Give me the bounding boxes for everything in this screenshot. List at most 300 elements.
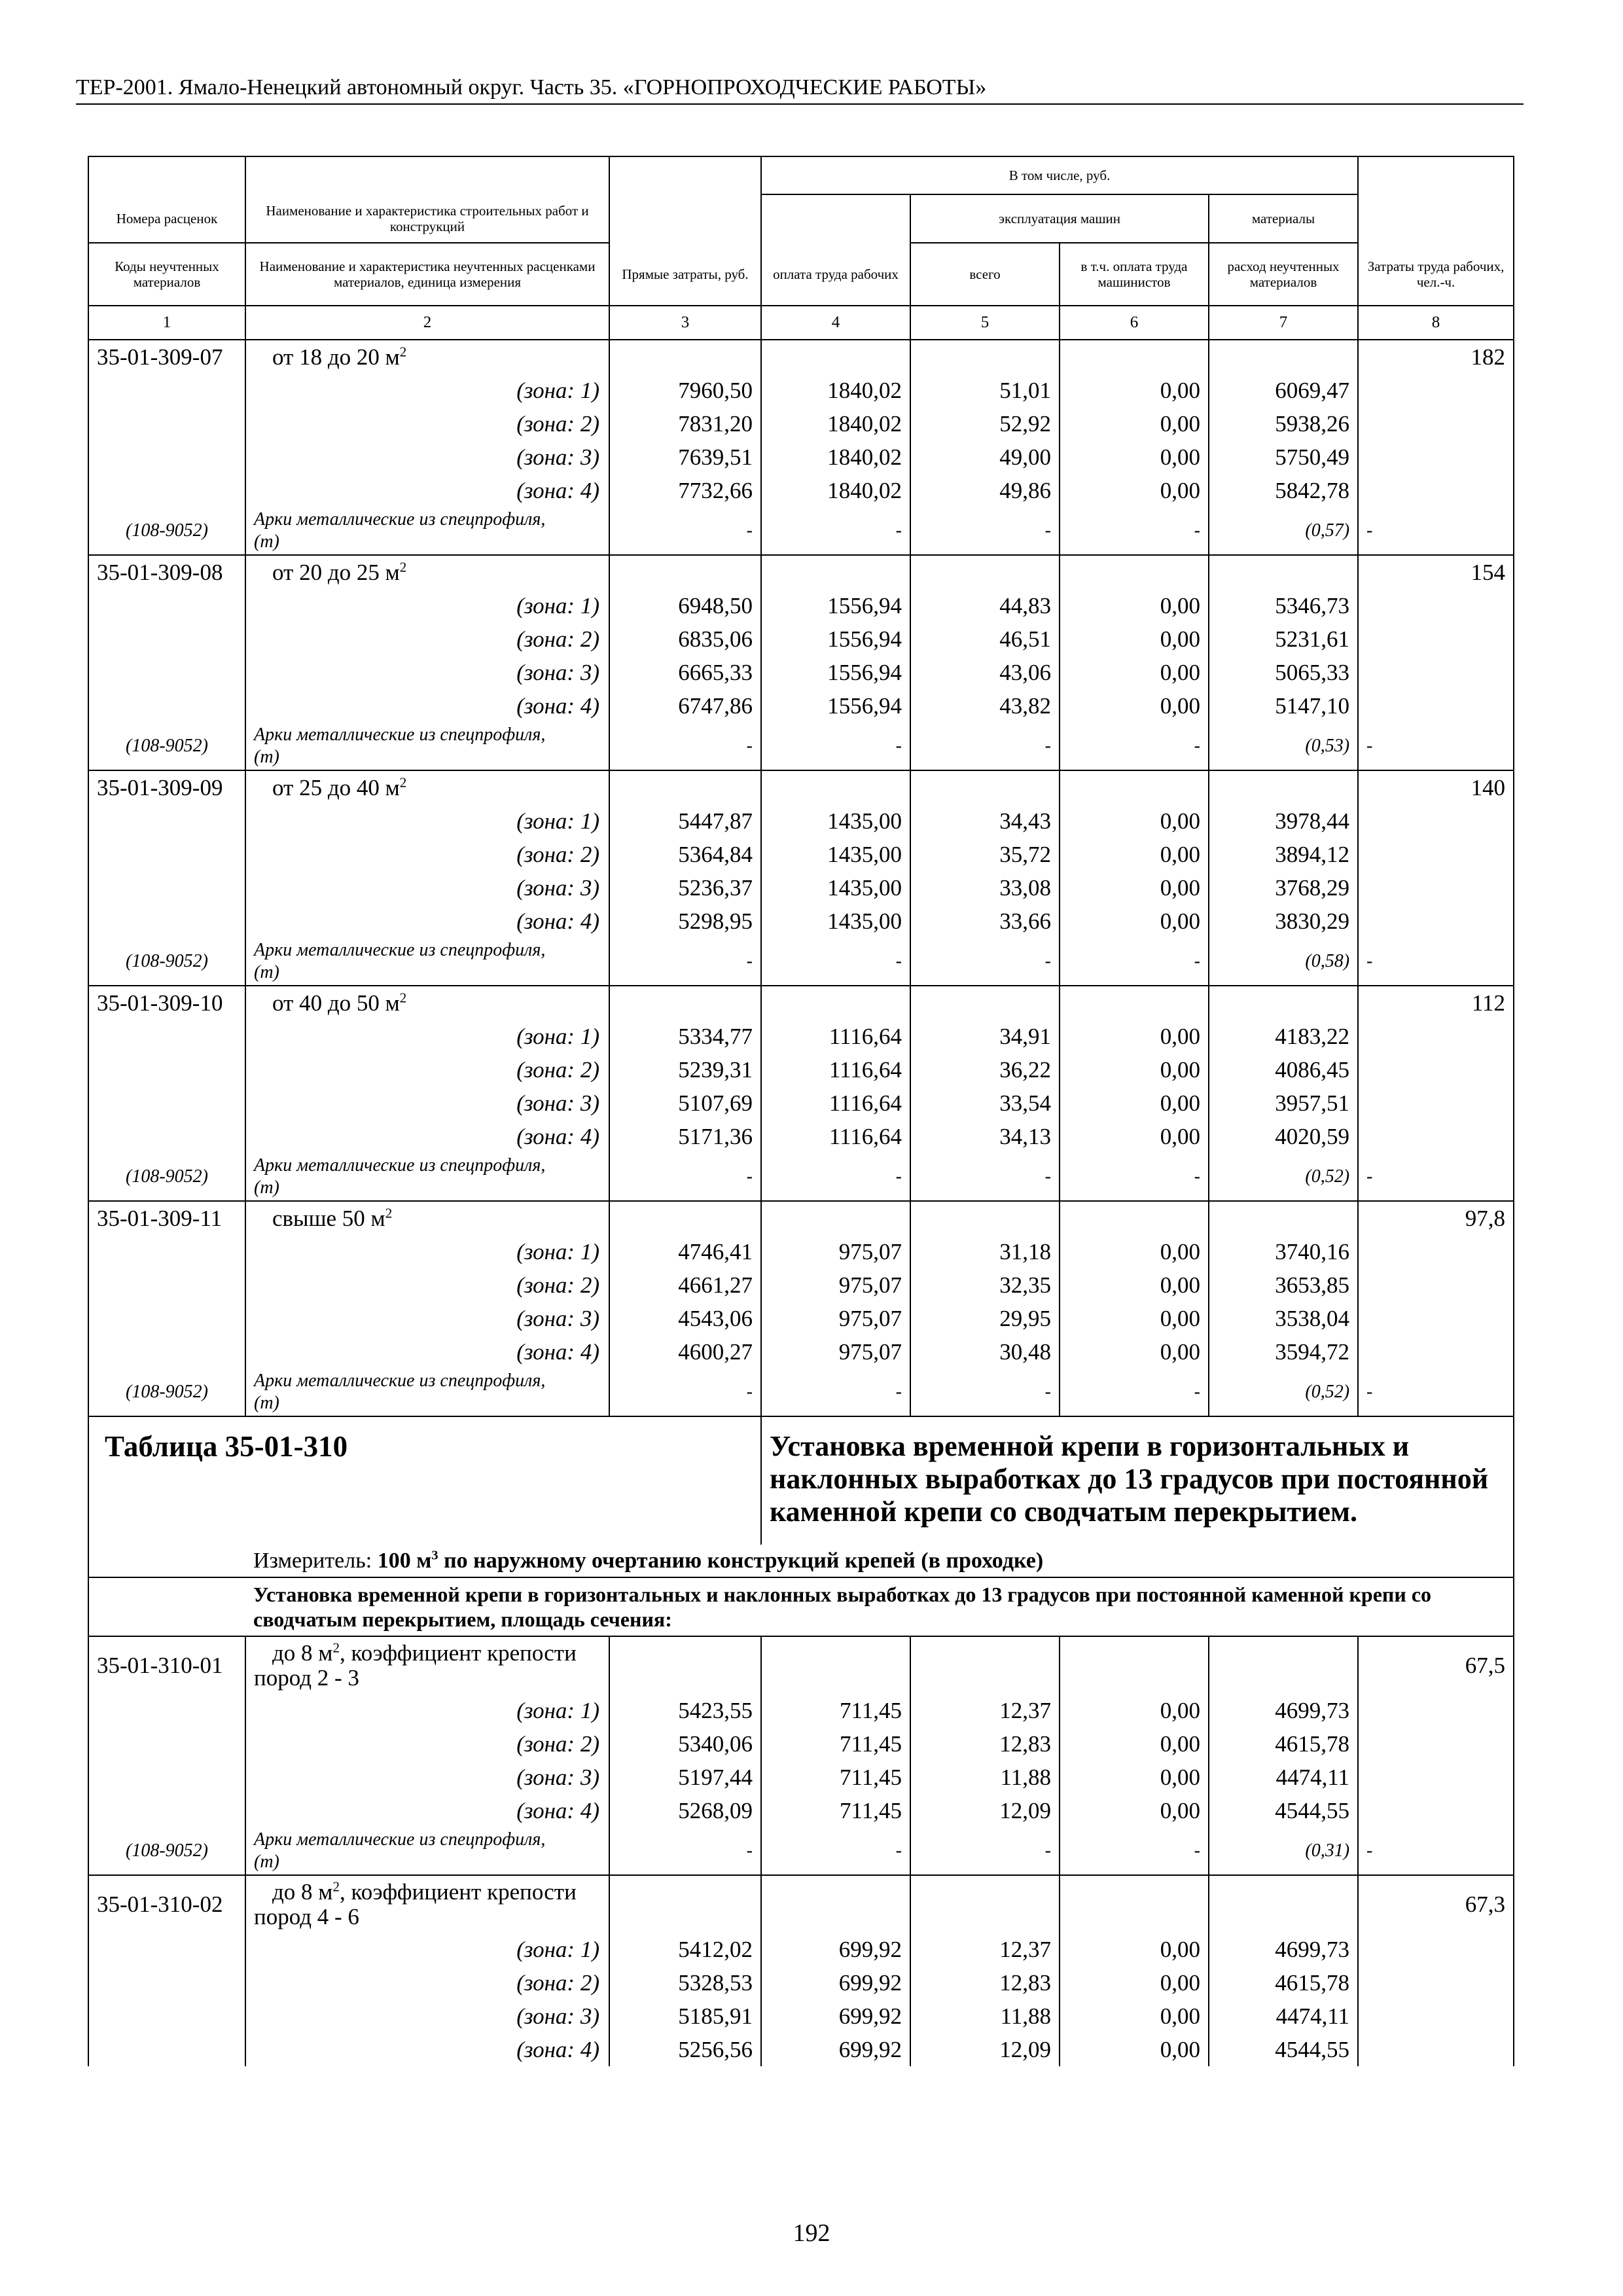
materials-cost: 4544,55 xyxy=(1209,1794,1358,1827)
rate-name-text-3: пород 2 - 3 xyxy=(254,1664,359,1691)
blank-cell xyxy=(1060,1201,1209,1235)
machine-total: 31,18 xyxy=(910,1235,1060,1268)
direct-cost: 5334,77 xyxy=(609,1020,761,1053)
page-number: 192 xyxy=(793,2219,830,2247)
zone-label: (зона: 2) xyxy=(245,1268,609,1302)
column-number: 6 xyxy=(1060,306,1209,340)
zone-row xyxy=(88,1053,1514,1086)
materials-cost: 3594,72 xyxy=(1209,1335,1358,1369)
material-name-line1: Арки металлические из спецпрофиля, xyxy=(254,725,546,745)
blank-cell xyxy=(1358,1086,1514,1120)
blank-cell xyxy=(1358,407,1514,440)
blank-cell xyxy=(910,340,1060,374)
labor-pay: 699,92 xyxy=(761,2000,910,2033)
blank-cell xyxy=(1358,1335,1514,1369)
direct-cost: 6948,50 xyxy=(609,589,761,622)
material-name-line1: Арки металлические из спецпрофиля, xyxy=(254,940,546,960)
zone-row xyxy=(88,407,1514,440)
operator-pay: 0,00 xyxy=(1060,1086,1209,1120)
zone-label: (зона: 3) xyxy=(245,1302,609,1335)
blank-cell xyxy=(1358,804,1514,838)
operator-pay: 0,00 xyxy=(1060,905,1209,938)
machine-total: 33,54 xyxy=(910,1086,1060,1120)
blank-cell xyxy=(88,440,245,474)
material-name xyxy=(245,1369,609,1416)
dash: - xyxy=(1060,723,1209,770)
group-title: Установка временной крепи в горизонтальных и наклонных выработках до 13 градусов при постоянной каменной крепи со сводчатым перекрытием, площадь сечения: xyxy=(245,1577,1514,1636)
direct-cost: 5328,53 xyxy=(609,1966,761,2000)
table-header xyxy=(88,156,1514,340)
operator-pay: 0,00 xyxy=(1060,1761,1209,1794)
labor-pay: 1556,94 xyxy=(761,589,910,622)
machine-total: 36,22 xyxy=(910,1053,1060,1086)
rate-name-text: до 8 м xyxy=(272,1878,333,1905)
dash: - xyxy=(1060,1369,1209,1416)
blank-cell xyxy=(1358,689,1514,723)
zone-label: (зона: 4) xyxy=(245,905,609,938)
blank-cell xyxy=(609,1875,761,1933)
machine-total: 52,92 xyxy=(910,407,1060,440)
materials-cost: 3978,44 xyxy=(1209,804,1358,838)
materials-cost: 5346,73 xyxy=(1209,589,1358,622)
blank-cell xyxy=(1060,770,1209,804)
materials-cost: 3894,12 xyxy=(1209,838,1358,871)
zone-row xyxy=(88,589,1514,622)
blank-cell xyxy=(1358,656,1514,689)
measure-sup: 3 xyxy=(431,1548,438,1563)
materials-cost: 6069,47 xyxy=(1209,374,1358,407)
direct-cost: 5423,55 xyxy=(609,1694,761,1727)
blank-cell xyxy=(609,1201,761,1235)
direct-cost: 5340,06 xyxy=(609,1727,761,1761)
blank-cell xyxy=(88,1694,245,1727)
table-310-caption xyxy=(88,1416,1514,1636)
blank-cell xyxy=(910,1636,1060,1694)
dash: - xyxy=(761,938,910,986)
material-name xyxy=(245,1153,609,1201)
header-unaccounted-materials: расход неучтенных материалов xyxy=(1209,243,1358,306)
dash: - xyxy=(761,507,910,555)
zone-label: (зона: 2) xyxy=(245,1966,609,2000)
materials-cost: 4474,11 xyxy=(1209,2000,1358,2033)
labor-pay: 1435,00 xyxy=(761,804,910,838)
table-body-310 xyxy=(88,1636,1514,2066)
dash: - xyxy=(609,938,761,986)
direct-cost: 5185,91 xyxy=(609,2000,761,2033)
dash: - xyxy=(910,1369,1060,1416)
labor-pay: 711,45 xyxy=(761,1694,910,1727)
blank-cell xyxy=(88,1727,245,1761)
labor-pay: 975,07 xyxy=(761,1268,910,1302)
labor-pay: 699,92 xyxy=(761,1933,910,1966)
rate-name xyxy=(245,1636,609,1694)
table-title: Установка временной крепи в горизонтальных и наклонных выработках до 13 градусов при постоянной каменной крепи со сводчатым перекрытием. xyxy=(761,1416,1514,1545)
rate-name-sup: 2 xyxy=(332,1639,340,1655)
blank-cell xyxy=(761,340,910,374)
material-name xyxy=(245,507,609,555)
labor-pay: 711,45 xyxy=(761,1727,910,1761)
operator-pay: 0,00 xyxy=(1060,1302,1209,1335)
dash: - xyxy=(609,1153,761,1201)
materials-cost: 4615,78 xyxy=(1209,1966,1358,2000)
header-blank-1 xyxy=(88,156,245,194)
rates-table xyxy=(88,156,1514,2066)
blank-cell xyxy=(88,1966,245,2000)
materials-cost: 4020,59 xyxy=(1209,1120,1358,1153)
blank-cell xyxy=(1358,1302,1514,1335)
zone-row xyxy=(88,838,1514,871)
materials-cost: 3830,29 xyxy=(1209,905,1358,938)
zone-row xyxy=(88,1120,1514,1153)
blank-cell xyxy=(88,1120,245,1153)
labor-hours: 140 xyxy=(1358,770,1514,804)
rate-name-sup: 2 xyxy=(332,1878,340,1894)
blank-cell xyxy=(1060,555,1209,589)
blank-cell xyxy=(88,407,245,440)
operator-pay: 0,00 xyxy=(1060,474,1209,507)
labor-pay: 699,92 xyxy=(761,1966,910,2000)
zone-label: (зона: 1) xyxy=(245,1933,609,1966)
dash: - xyxy=(1358,723,1514,770)
blank-cell xyxy=(1358,1053,1514,1086)
materials-cost: 4183,22 xyxy=(1209,1020,1358,1053)
labor-pay: 975,07 xyxy=(761,1302,910,1335)
blank-cell xyxy=(88,838,245,871)
labor-pay: 975,07 xyxy=(761,1235,910,1268)
rate-name-text-2: , коэффициент крепости xyxy=(339,1640,577,1666)
blank-cell xyxy=(1358,589,1514,622)
rate-row xyxy=(88,1201,1514,1235)
dash: - xyxy=(1060,938,1209,986)
zone-row xyxy=(88,374,1514,407)
machine-total: 12,83 xyxy=(910,1966,1060,2000)
blank-cell xyxy=(1060,1875,1209,1933)
direct-cost: 7960,50 xyxy=(609,374,761,407)
material-row xyxy=(88,938,1514,986)
materials-cost: 3768,29 xyxy=(1209,871,1358,905)
zone-row xyxy=(88,1933,1514,1966)
operator-pay: 0,00 xyxy=(1060,1966,1209,2000)
rate-row xyxy=(88,555,1514,589)
operator-pay: 0,00 xyxy=(1060,1235,1209,1268)
blank-cell xyxy=(88,474,245,507)
materials-cost: 5938,26 xyxy=(1209,407,1358,440)
blank-cell xyxy=(1209,986,1358,1020)
material-name-line1: Арки металлические из спецпрофиля, xyxy=(254,1371,546,1391)
materials-cost: 5750,49 xyxy=(1209,440,1358,474)
blank-cell xyxy=(910,1201,1060,1235)
machine-total: 46,51 xyxy=(910,622,1060,656)
header-machine-operation: эксплуатация машин xyxy=(910,194,1209,243)
rate-name xyxy=(245,1201,609,1235)
direct-cost: 4543,06 xyxy=(609,1302,761,1335)
labor-hours: 67,3 xyxy=(1358,1875,1514,1933)
rate-code: 35-01-309-07 xyxy=(88,340,245,374)
column-number: 1 xyxy=(88,306,245,340)
zone-label: (зона: 4) xyxy=(245,2033,609,2066)
material-name-line1: Арки металлические из спецпрофиля, xyxy=(254,1829,546,1850)
direct-cost: 7639,51 xyxy=(609,440,761,474)
operator-pay: 0,00 xyxy=(1060,871,1209,905)
blank-cell xyxy=(609,1636,761,1694)
direct-cost: 5268,09 xyxy=(609,1794,761,1827)
material-row xyxy=(88,1369,1514,1416)
column-number: 2 xyxy=(245,306,609,340)
machine-total: 49,00 xyxy=(910,440,1060,474)
dash: - xyxy=(910,723,1060,770)
header-unaccounted-names: Наименование и характеристика неучтенных расценками материалов, единица измерения xyxy=(245,243,609,306)
zone-label: (зона: 2) xyxy=(245,1053,609,1086)
labor-hours: 67,5 xyxy=(1358,1636,1514,1694)
operator-pay: 0,00 xyxy=(1060,1120,1209,1153)
zone-row xyxy=(88,1966,1514,2000)
zone-label: (зона: 4) xyxy=(245,689,609,723)
blank-cell xyxy=(1358,1794,1514,1827)
blank-cell xyxy=(1358,1761,1514,1794)
operator-pay: 0,00 xyxy=(1060,1335,1209,1369)
blank-cell xyxy=(88,2000,245,2033)
material-quantity: (0,52) xyxy=(1209,1153,1358,1201)
dash: - xyxy=(609,1827,761,1875)
dash: - xyxy=(910,1827,1060,1875)
dash: - xyxy=(609,507,761,555)
rate-name xyxy=(245,1875,609,1933)
direct-cost: 5239,31 xyxy=(609,1053,761,1086)
machine-total: 29,95 xyxy=(910,1302,1060,1335)
rate-name-sup: 2 xyxy=(399,559,407,575)
column-number: 4 xyxy=(761,306,910,340)
zone-row xyxy=(88,1086,1514,1120)
rate-code: 35-01-309-11 xyxy=(88,1201,245,1235)
blank-cell xyxy=(1358,905,1514,938)
header-in-that-number: В том числе, руб. xyxy=(761,156,1358,194)
blank-cell xyxy=(609,555,761,589)
dash: - xyxy=(1060,1153,1209,1201)
blank-cell xyxy=(1209,555,1358,589)
rate-code: 35-01-310-02 xyxy=(88,1875,245,1933)
zone-label: (зона: 1) xyxy=(245,1020,609,1053)
header-unaccounted-codes: Коды неучтенных материалов xyxy=(88,243,245,306)
header-incl-operators: в т.ч. оплата труда машинистов xyxy=(1060,243,1209,306)
direct-cost: 5236,37 xyxy=(609,871,761,905)
header-blank-8 xyxy=(1358,156,1514,194)
rate-row xyxy=(88,1636,1514,1694)
direct-cost: 5107,69 xyxy=(609,1086,761,1120)
materials-cost: 5147,10 xyxy=(1209,689,1358,723)
zone-row xyxy=(88,1694,1514,1727)
blank-cell xyxy=(88,689,245,723)
operator-pay: 0,00 xyxy=(1060,2033,1209,2066)
blank-cell xyxy=(1358,1120,1514,1153)
operator-pay: 0,00 xyxy=(1060,1727,1209,1761)
material-unit: (т) xyxy=(254,747,279,767)
blank-cell xyxy=(910,555,1060,589)
material-row xyxy=(88,723,1514,770)
operator-pay: 0,00 xyxy=(1060,838,1209,871)
header-blank-8b xyxy=(1358,194,1514,243)
blank-cell xyxy=(1358,838,1514,871)
labor-hours: 97,8 xyxy=(1358,1201,1514,1235)
blank-cell xyxy=(761,555,910,589)
rate-name-sup: 2 xyxy=(385,1205,393,1221)
operator-pay: 0,00 xyxy=(1060,374,1209,407)
rate-name-text-3: пород 4 - 6 xyxy=(254,1903,359,1929)
direct-cost: 6665,33 xyxy=(609,656,761,689)
machine-total: 33,08 xyxy=(910,871,1060,905)
material-unit: (т) xyxy=(254,1177,279,1198)
zone-row xyxy=(88,689,1514,723)
zone-label: (зона: 3) xyxy=(245,871,609,905)
direct-cost: 4746,41 xyxy=(609,1235,761,1268)
material-code: (108-9052) xyxy=(88,1369,245,1416)
material-row xyxy=(88,1827,1514,1875)
material-unit: (т) xyxy=(254,962,279,982)
dash: - xyxy=(910,938,1060,986)
header-blank-3b xyxy=(609,194,761,243)
blank-cell xyxy=(1358,1966,1514,2000)
dash: - xyxy=(910,1153,1060,1201)
materials-cost: 4086,45 xyxy=(1209,1053,1358,1086)
operator-pay: 0,00 xyxy=(1060,407,1209,440)
dash: - xyxy=(761,723,910,770)
rate-name xyxy=(245,555,609,589)
rate-code: 35-01-309-10 xyxy=(88,986,245,1020)
zone-row xyxy=(88,1302,1514,1335)
blank-cell xyxy=(761,1875,910,1933)
dash: - xyxy=(1358,938,1514,986)
material-code: (108-9052) xyxy=(88,938,245,986)
material-quantity: (0,31) xyxy=(1209,1827,1358,1875)
blank-cell xyxy=(1060,340,1209,374)
operator-pay: 0,00 xyxy=(1060,1020,1209,1053)
operator-pay: 0,00 xyxy=(1060,2000,1209,2033)
direct-cost: 5298,95 xyxy=(609,905,761,938)
rate-name-text: от 20 до 25 м xyxy=(272,560,400,585)
blank-cell xyxy=(1358,1020,1514,1053)
direct-cost: 5256,56 xyxy=(609,2033,761,2066)
materials-cost: 3740,16 xyxy=(1209,1235,1358,1268)
machine-total: 49,86 xyxy=(910,474,1060,507)
zone-label: (зона: 2) xyxy=(245,622,609,656)
material-quantity: (0,53) xyxy=(1209,723,1358,770)
machine-total: 12,37 xyxy=(910,1933,1060,1966)
machine-total: 12,37 xyxy=(910,1694,1060,1727)
zone-row xyxy=(88,1335,1514,1369)
rate-code: 35-01-309-08 xyxy=(88,555,245,589)
direct-cost: 7732,66 xyxy=(609,474,761,507)
blank-cell xyxy=(761,770,910,804)
labor-pay: 711,45 xyxy=(761,1761,910,1794)
zone-label: (зона: 3) xyxy=(245,1086,609,1120)
rate-name xyxy=(245,340,609,374)
labor-pay: 1556,94 xyxy=(761,656,910,689)
material-code: (108-9052) xyxy=(88,507,245,555)
material-code: (108-9052) xyxy=(88,1153,245,1201)
blank-cell xyxy=(910,770,1060,804)
zone-label: (зона: 1) xyxy=(245,804,609,838)
blank-cell xyxy=(88,589,245,622)
operator-pay: 0,00 xyxy=(1060,1053,1209,1086)
rate-name-text: свыше 50 м xyxy=(272,1206,385,1231)
blank-cell xyxy=(1209,770,1358,804)
header-labor-pay: оплата труда рабочих xyxy=(761,243,910,306)
header-materials: материалы xyxy=(1209,194,1358,243)
blank-cell xyxy=(1358,871,1514,905)
blank-cell xyxy=(1358,1268,1514,1302)
table-body-309 xyxy=(88,340,1514,1416)
operator-pay: 0,00 xyxy=(1060,1268,1209,1302)
zone-label: (зона: 1) xyxy=(245,589,609,622)
zone-label: (зона: 2) xyxy=(245,1727,609,1761)
header-work-name: Наименование и характеристика строительных работ и конструкций xyxy=(245,194,609,243)
material-name xyxy=(245,1827,609,1875)
running-head: ТЕР-2001. Ямало-Ненецкий автономный округ. Часть 35. «ГОРНОПРОХОДЧЕСКИЕ РАБОТЫ» xyxy=(76,75,1524,105)
header-total: всего xyxy=(910,243,1060,306)
blank-cell xyxy=(1358,1235,1514,1268)
header-blank-2 xyxy=(245,156,609,194)
rate-code: 35-01-309-09 xyxy=(88,770,245,804)
blank-cell xyxy=(609,340,761,374)
zone-label: (зона: 3) xyxy=(245,2000,609,2033)
material-name-line1: Арки металлические из спецпрофиля, xyxy=(254,1155,546,1175)
dash: - xyxy=(1358,507,1514,555)
measure-rest: по наружному очертанию конструкций крепей (в проходке) xyxy=(438,1548,1044,1573)
machine-total: 34,43 xyxy=(910,804,1060,838)
zone-row xyxy=(88,1761,1514,1794)
zone-label: (зона: 3) xyxy=(245,656,609,689)
materials-cost: 4544,55 xyxy=(1209,2033,1358,2066)
header-labor-costs: Затраты труда рабочих, чел.-ч. xyxy=(1358,243,1514,306)
blank-cell xyxy=(609,770,761,804)
rate-row xyxy=(88,1875,1514,1933)
header-rate-numbers: Номера расценок xyxy=(88,194,245,243)
zone-label: (зона: 2) xyxy=(245,407,609,440)
material-quantity: (0,57) xyxy=(1209,507,1358,555)
materials-cost: 5065,33 xyxy=(1209,656,1358,689)
blank-cell xyxy=(910,986,1060,1020)
blank-cell xyxy=(1358,374,1514,407)
operator-pay: 0,00 xyxy=(1060,1694,1209,1727)
machine-total: 51,01 xyxy=(910,374,1060,407)
material-unit: (т) xyxy=(254,1852,279,1872)
blank-cell xyxy=(88,1302,245,1335)
material-name xyxy=(245,723,609,770)
labor-pay: 1116,64 xyxy=(761,1053,910,1086)
material-unit: (т) xyxy=(254,531,279,552)
blank-cell xyxy=(1358,1933,1514,1966)
rate-name-text: до 8 м xyxy=(272,1640,333,1666)
operator-pay: 0,00 xyxy=(1060,589,1209,622)
direct-cost: 6747,86 xyxy=(609,689,761,723)
blank-cell xyxy=(88,1335,245,1369)
dash: - xyxy=(1358,1369,1514,1416)
blank-cell xyxy=(88,656,245,689)
blank-cell xyxy=(1358,440,1514,474)
direct-cost: 5412,02 xyxy=(609,1933,761,1966)
direct-cost: 5197,44 xyxy=(609,1761,761,1794)
material-name xyxy=(245,938,609,986)
blank-cell xyxy=(609,986,761,1020)
machine-total: 34,13 xyxy=(910,1120,1060,1153)
dash: - xyxy=(1358,1827,1514,1875)
rate-row xyxy=(88,770,1514,804)
zone-row xyxy=(88,2033,1514,2066)
blank-cell xyxy=(88,374,245,407)
measure-blank xyxy=(88,1545,245,1577)
zone-row xyxy=(88,1268,1514,1302)
material-code: (108-9052) xyxy=(88,723,245,770)
labor-pay: 975,07 xyxy=(761,1335,910,1369)
